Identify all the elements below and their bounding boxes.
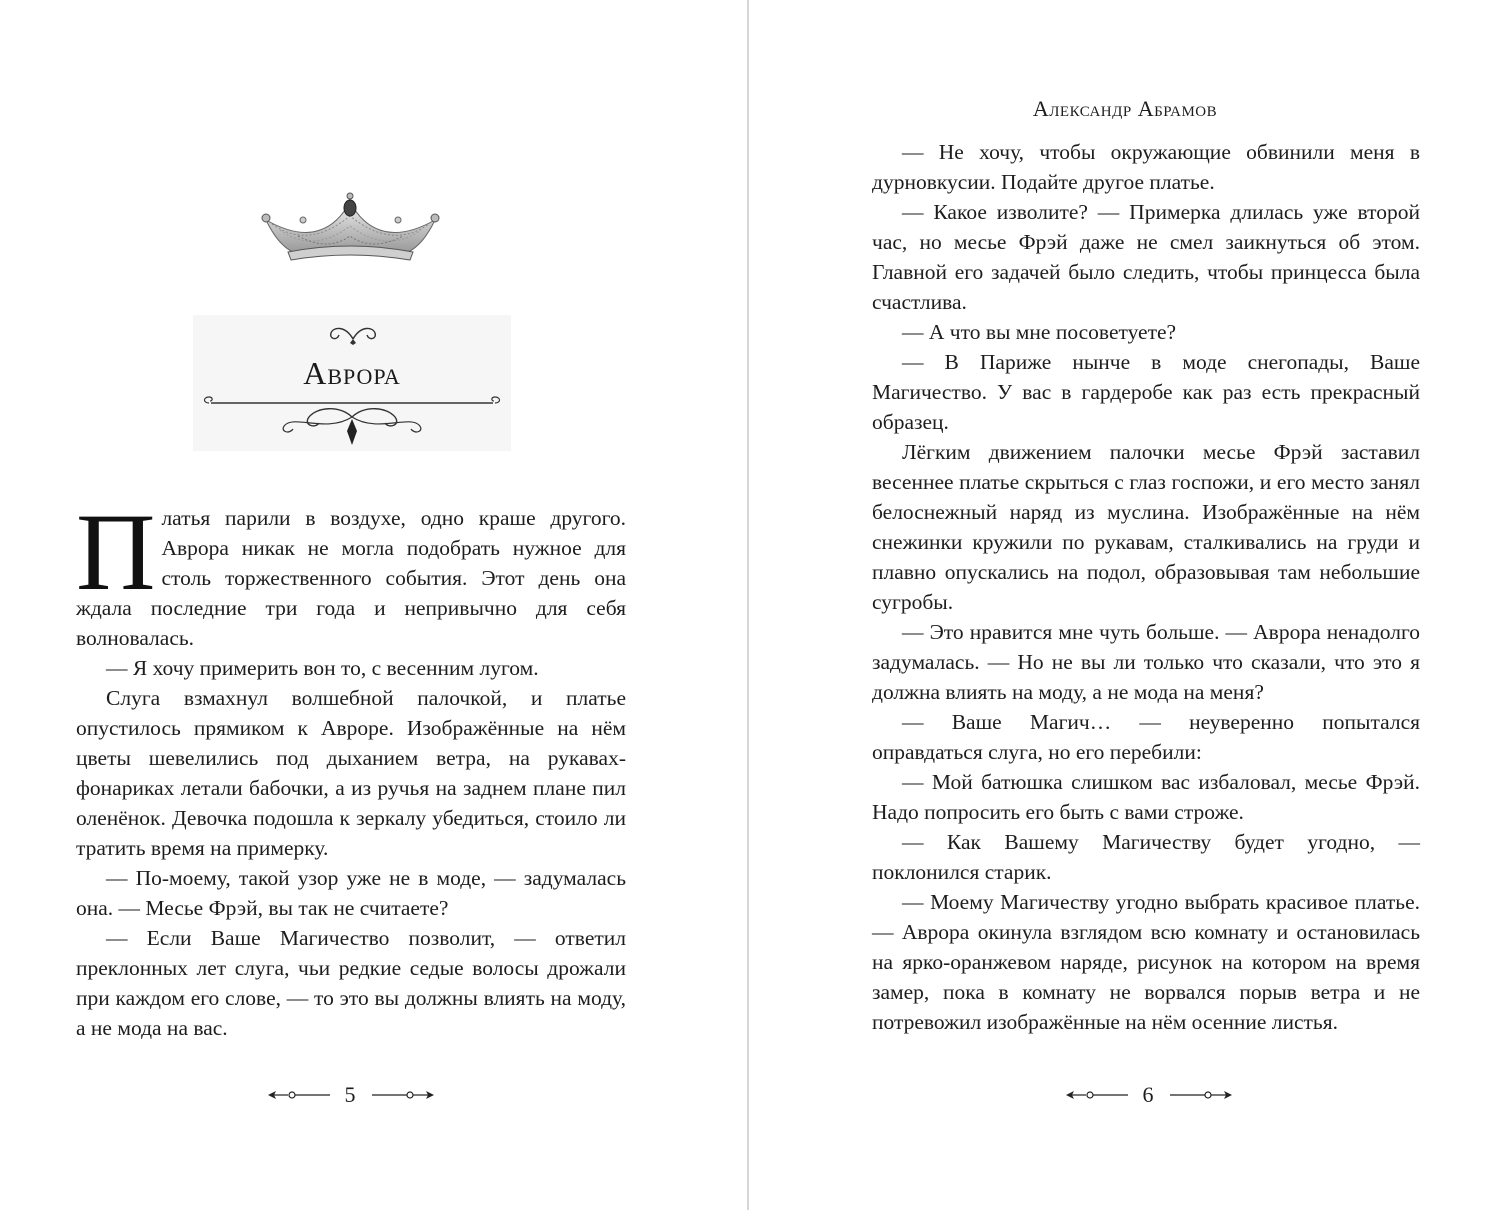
flourish-ornament-icon <box>323 321 383 345</box>
arrow-flourish-icon <box>372 1088 434 1102</box>
flourish-ornament-icon <box>199 395 505 451</box>
running-head: Александр Абрамов <box>1032 96 1218 121</box>
paragraph: — Не хочу, чтобы окружающие обвинили меня в дурновкусии. Подайте другое платье. <box>872 140 1420 194</box>
paragraph: — Ваше Магич… — неуверенно попытался оправдаться слуга, но его перебили: <box>872 710 1420 764</box>
chapter-title: Аврора <box>303 355 401 391</box>
paragraph: — Если Ваше Магичество позволит, — ответил преклонных лет слуга, чьи редкие седые волосы дрожали при каждом его слове, — то это вы должны влиять на моду, а не мода на вас. <box>76 926 626 1040</box>
arrow-flourish-icon <box>1066 1088 1128 1102</box>
paragraph: Платья парили в воздухе, одно краше другого. Аврора никак не могла подобрать нужное для столь торжественного события. Этот день она ждала последние три года и непривычно для себя волновалась. <box>76 491 626 650</box>
chapter-heading-panel <box>193 315 511 451</box>
paragraph: — По-моему, такой узор уже не в моде, — задумалась она. — Месье Фрэй, вы так не считаете? <box>76 866 626 920</box>
page-footer <box>1066 1080 1236 1110</box>
paragraph: — А что вы мне посоветуете? <box>902 320 1177 344</box>
page-number: 5 <box>344 1082 356 1107</box>
page-footer <box>268 1080 438 1110</box>
right-page <box>750 0 1500 1210</box>
paragraph: — Моему Магичеству угодно выбрать красивое платье. — Аврора окинула взглядом всю комнату и остановилась на ярко-оранжевом наряде, рисунок на котором на время замер, пока в комнату не ворвался порыв ветра и не потревожил изображённые на нём осенние листья. <box>872 890 1420 1034</box>
paragraph: — Мой батюшка слишком вас избаловал, месье Фрэй. Надо попросить его быть с вами строже. <box>872 770 1420 824</box>
paragraph: — Я хочу примерить вон то, с весенним лугом. <box>106 656 539 680</box>
paragraph: — Это нравится мне чуть больше. — Аврора ненадолго задумалась. — Но не вы ли только что сказали, что это я должна влиять на моду, а не мода на меня? <box>872 620 1420 704</box>
paragraph: — В Париже нынче в моде снегопады, Ваше Магичество. У вас в гардеробе как раз есть прекрасный образец. <box>872 350 1420 434</box>
left-page <box>0 0 748 1210</box>
tiara-illustration-icon <box>258 190 443 268</box>
drop-cap: П <box>76 491 156 613</box>
paragraph: Лёгким движением палочки месье Фрэй заставил весеннее платье скрыться с глаз госпожи, и его место занял белоснежный наряд из муслина. Изображённые на нём снежинки кружили по рукавам, сталкивались на груди и плавно опускались на подол, образовывая там небольшие сугробы. <box>872 440 1420 614</box>
page-number: 6 <box>1142 1082 1154 1107</box>
arrow-flourish-icon <box>1170 1088 1232 1102</box>
chapter-text <box>76 491 626 1043</box>
paragraph: Слуга взмахнул волшебной палочкой, и платье опустилось прямиком к Авроре. Изображённые на нём цветы шевелились под дыханием ветра, на рукавах-фонариках летали бабочки, а из ручья на заднем плане пил оленёнок. Девочка подошла к зеркалу убедиться, стоило ли тратить время на примерку. <box>76 686 626 860</box>
arrow-flourish-icon <box>268 1088 330 1102</box>
paragraph: — Как Вашему Магичеству будет угодно, — поклонился старик. <box>872 830 1420 884</box>
chapter-text <box>872 137 1420 1037</box>
paragraph: — Какое изволите? — Примерка длилась уже второй час, но месье Фрэй даже не смел заикнуться об этом. Главной его задачей было следить, чтобы принцесса была счастлива. <box>872 200 1420 314</box>
